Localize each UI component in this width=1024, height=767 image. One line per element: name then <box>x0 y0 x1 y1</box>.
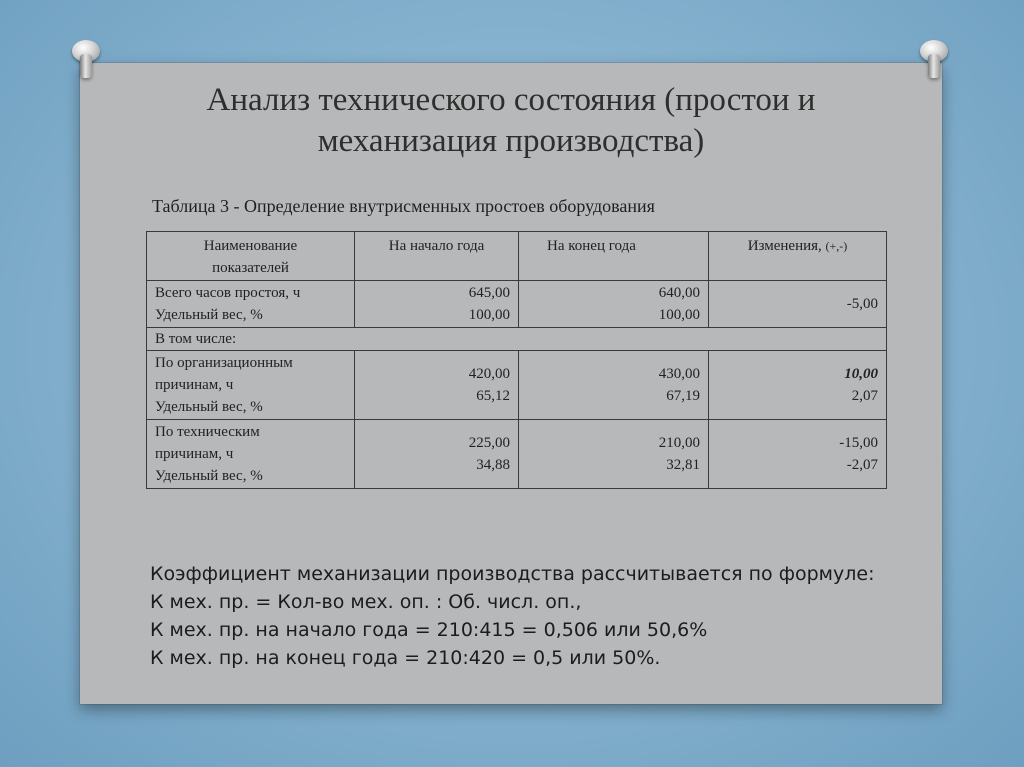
formula-block <box>150 560 874 672</box>
table-caption: Таблица 3 - Определение внутрисменных простоев оборудования <box>152 196 655 216</box>
cell-technical-end: 210,00 32,81 <box>519 420 709 489</box>
formula-line: Коэффициент механизации производства рассчитывается по формуле: <box>150 563 875 585</box>
table-row <box>147 420 887 489</box>
pushpin-left-icon <box>72 40 100 80</box>
table-row <box>147 351 887 420</box>
table-row <box>147 328 887 351</box>
pushpin-right-icon <box>920 40 948 80</box>
row-label-total: Всего часов простоя, ч Удельный вес, % <box>147 281 355 328</box>
header-end-of-year: На конец года <box>519 232 709 281</box>
cell-organizational-change: 10,00 2,07 <box>709 351 887 420</box>
cell-total-start: 645,00 100,00 <box>355 281 519 328</box>
cell-technical-start: 225,00 34,88 <box>355 420 519 489</box>
formula-line: К мех. пр. = Кол-во мех. оп. : Об. числ. оп., <box>150 591 582 613</box>
cell-technical-change: -15,00 -2,07 <box>709 420 887 489</box>
row-including: В том числе: <box>147 328 887 351</box>
formula-line: К мех. пр. на начало года = 210:415 = 0,506 или 50,6% <box>150 619 708 641</box>
slide-title-line-1: Анализ технического состояния (простои и <box>206 82 816 118</box>
formula-line: К мех. пр. на конец года = 210:420 = 0,5 или 50%. <box>150 647 661 669</box>
table-header-row <box>147 232 887 281</box>
cell-total-end: 640,00 100,00 <box>519 281 709 328</box>
header-change: Изменения, (+,-) <box>709 232 887 281</box>
header-start-of-year: На начало года <box>355 232 519 281</box>
slide-title <box>80 80 942 162</box>
row-label-technical: По техническим причинам, ч Удельный вес, % <box>147 420 355 489</box>
downtime-table <box>146 231 887 489</box>
cell-organizational-start: 420,00 65,12 <box>355 351 519 420</box>
header-indicator: Наименование показателей <box>147 232 355 281</box>
cell-organizational-end: 430,00 67,19 <box>519 351 709 420</box>
slide-title-line-2: механизация производства) <box>317 123 705 159</box>
cell-total-change: -5,00 <box>709 281 887 328</box>
table-row <box>147 281 887 328</box>
row-label-organizational: По организационным причинам, ч Удельный вес, % <box>147 351 355 420</box>
